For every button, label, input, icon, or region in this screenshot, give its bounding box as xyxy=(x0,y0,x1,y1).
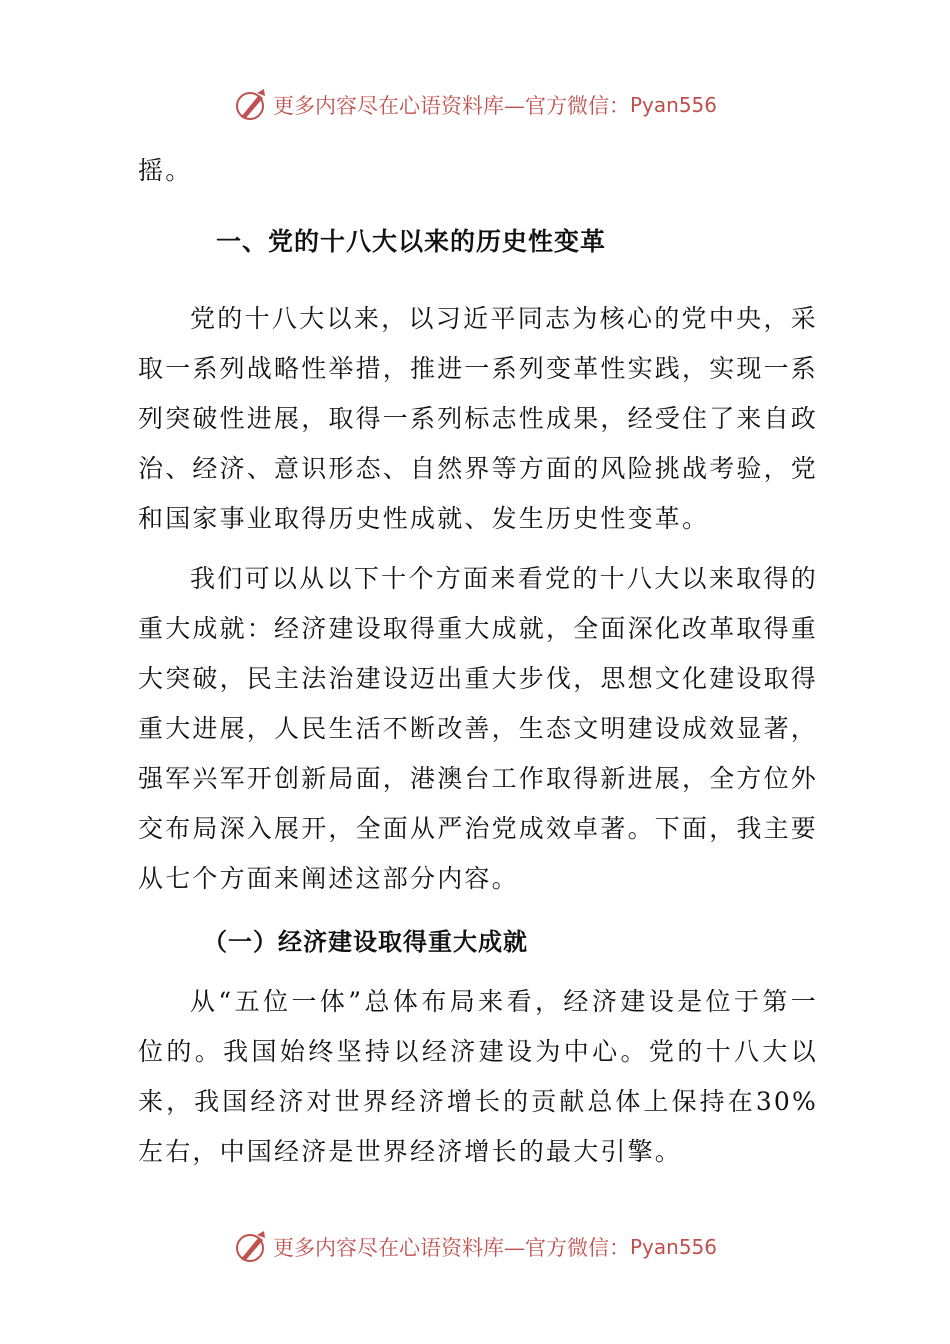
subsection-heading: （一）经济建设取得重大成就 xyxy=(203,928,528,956)
watermark-text: 更多内容尽在心语资料库—官方微信： xyxy=(272,1236,630,1260)
paragraph-continuation: 摇。 xyxy=(138,156,193,185)
paragraph-3: 从“五位一体”总体布局来看，经济建设是位于第一位的。我国始终坚持以经济建设为中心。党的十八大以来，我国经济对世界经济增长的贡献总体上保持在30%左右，中国经济是世界经济增长的最大引擎。 xyxy=(138,987,818,1166)
paragraph-1: 党的十八大以来，以习近平同志为核心的党中央，采取一系列战略性举措，推进一系列变革性实践，实现一系列突破性进展，取得一系列标志性成果，经受住了来自政治、经济、意识形态、自然界等方面的风险挑战考验，党和国家事业取得历史性成就、发生历史性变革。 xyxy=(138,304,819,533)
watermark-account: Pyan556 xyxy=(629,93,717,117)
watermark-account: Pyan556 xyxy=(629,1235,717,1259)
footer-watermark xyxy=(0,1227,950,1267)
header-watermark xyxy=(0,85,950,125)
pen-logo-icon xyxy=(233,87,269,123)
paragraph-2: 我们可以从以下十个方面来看党的十八大以来取得的重大成就：经济建设取得重大成就，全面深化改革取得重大突破，民主法治建设迈出重大步伐，思想文化建设取得重大进展，人民生活不断改善，生态文明建设成效显著，强军兴军开创新局面，港澳台工作取得新进展，全方位外交布局深入展开，全面从严治党成效卓著。下面，我主要从七个方面来阐述这部分内容。 xyxy=(138,564,819,893)
watermark-text: 更多内容尽在心语资料库—官方微信： xyxy=(272,94,630,118)
pen-logo-icon xyxy=(233,1229,269,1265)
section-heading: 一、党的十八大以来的历史性变革 xyxy=(216,227,607,256)
